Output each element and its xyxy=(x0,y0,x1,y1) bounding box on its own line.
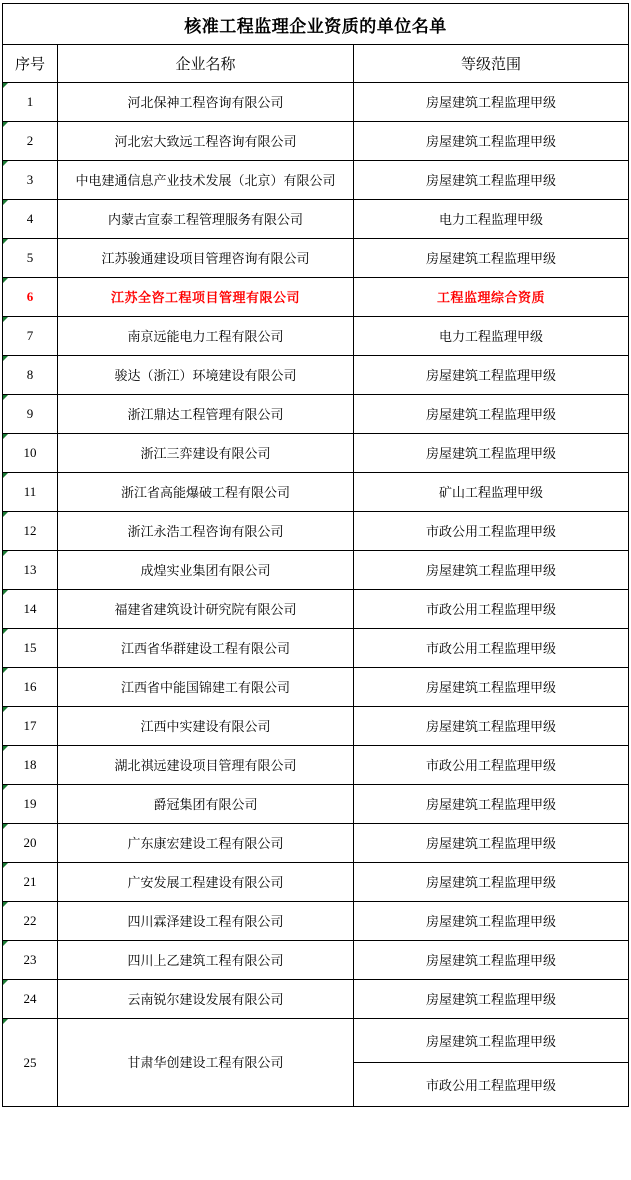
table-row xyxy=(3,239,629,278)
row-index-label: 10 xyxy=(23,445,37,460)
page-title: 核准工程监理企业资质的单位名单 xyxy=(3,4,629,45)
row-index-wrap xyxy=(3,200,57,238)
company-qualification-table xyxy=(2,3,629,1107)
row-index-cell xyxy=(3,473,58,512)
company-name-cell: 云南锐尔建设发展有限公司 xyxy=(58,980,354,1019)
row-index-label: 24 xyxy=(23,991,37,1006)
document-sheet xyxy=(0,3,631,1180)
row-index-wrap xyxy=(3,317,57,355)
row-index-cell xyxy=(3,1019,58,1107)
row-index-cell xyxy=(3,161,58,200)
comment-marker-icon xyxy=(3,746,8,751)
comment-marker-icon xyxy=(3,668,8,673)
comment-marker-icon xyxy=(3,902,8,907)
qualification-scope-cell: 市政公用工程监理甲级 xyxy=(354,590,629,629)
row-index-cell xyxy=(3,668,58,707)
row-index-cell xyxy=(3,512,58,551)
row-index-label: 20 xyxy=(23,835,37,850)
table-row xyxy=(3,161,629,200)
row-index-wrap xyxy=(3,668,57,706)
row-index-label: 6 xyxy=(26,289,34,304)
table-row xyxy=(3,980,629,1019)
row-index-label: 25 xyxy=(23,1054,37,1070)
row-index-wrap xyxy=(3,83,57,121)
company-name-cell: 内蒙古宣泰工程管理服务有限公司 xyxy=(58,200,354,239)
table-row xyxy=(3,512,629,551)
qualification-scope-cell: 电力工程监理甲级 xyxy=(354,200,629,239)
row-index-cell xyxy=(3,551,58,590)
row-index-cell xyxy=(3,785,58,824)
table-row xyxy=(3,551,629,590)
row-index-cell xyxy=(3,590,58,629)
row-index-wrap xyxy=(3,980,57,1018)
row-index-cell xyxy=(3,824,58,863)
company-name-cell: 爵冠集团有限公司 xyxy=(58,785,354,824)
qualification-scope-secondary: 市政公用工程监理甲级 xyxy=(426,1078,557,1093)
qualification-scope-cell: 房屋建筑工程监理甲级 xyxy=(354,161,629,200)
row-index-cell xyxy=(3,356,58,395)
row-index-cell xyxy=(3,200,58,239)
table-row xyxy=(3,83,629,122)
row-index-cell xyxy=(3,395,58,434)
column-header-scope: 等级范围 xyxy=(354,45,629,83)
company-name-cell: 骏达（浙江）环境建设有限公司 xyxy=(58,356,354,395)
company-name-cell: 中电建通信息产业技术发展（北京）有限公司 xyxy=(58,161,354,200)
table-row xyxy=(3,278,629,317)
comment-marker-icon xyxy=(3,1019,8,1024)
qualification-scope-cell: 房屋建筑工程监理甲级 xyxy=(354,83,629,122)
qualification-scope-cell: 房屋建筑工程监理甲级 xyxy=(354,356,629,395)
title-row xyxy=(3,4,629,45)
company-name-cell: 甘肃华创建设工程有限公司 xyxy=(58,1019,354,1107)
qualification-scope-cell: 房屋建筑工程监理甲级 xyxy=(354,980,629,1019)
comment-marker-icon xyxy=(3,278,8,283)
table-row xyxy=(3,824,629,863)
row-index-wrap xyxy=(3,395,57,433)
comment-marker-icon xyxy=(3,824,8,829)
company-name-cell: 河北保神工程咨询有限公司 xyxy=(58,83,354,122)
row-index-label: 21 xyxy=(23,874,37,889)
qualification-scope-cell: 市政公用工程监理甲级 xyxy=(354,629,629,668)
row-index-cell xyxy=(3,746,58,785)
row-index-label: 4 xyxy=(26,211,34,226)
row-index-wrap xyxy=(3,551,57,589)
row-index-wrap xyxy=(3,356,57,394)
row-index-wrap xyxy=(3,590,57,628)
table-row xyxy=(3,434,629,473)
table-row xyxy=(3,746,629,785)
company-name-cell: 浙江永浩工程咨询有限公司 xyxy=(58,512,354,551)
row-index-label: 14 xyxy=(23,601,37,616)
row-index-wrap xyxy=(3,1019,57,1106)
row-index-label: 13 xyxy=(23,562,37,577)
comment-marker-icon xyxy=(3,239,8,244)
qualification-scope-cell: 房屋建筑工程监理甲级 xyxy=(354,707,629,746)
company-name-cell: 江苏骏通建设项目管理咨询有限公司 xyxy=(58,239,354,278)
comment-marker-icon xyxy=(3,395,8,400)
comment-marker-icon xyxy=(3,590,8,595)
row-index-label: 9 xyxy=(26,406,34,421)
company-name-cell: 江西中实建设有限公司 xyxy=(58,707,354,746)
qualification-scope-cell: 房屋建筑工程监理甲级 xyxy=(354,434,629,473)
company-name-cell: 福建省建筑设计研究院有限公司 xyxy=(58,590,354,629)
row-index-wrap xyxy=(3,473,57,511)
row-index-wrap xyxy=(3,941,57,979)
qualification-scope-cell: 电力工程监理甲级 xyxy=(354,317,629,356)
qualification-scope-cell: 房屋建筑工程监理甲级 xyxy=(354,395,629,434)
qualification-scope-cell: 矿山工程监理甲级 xyxy=(354,473,629,512)
comment-marker-icon xyxy=(3,551,8,556)
company-name-cell: 四川上乙建筑工程有限公司 xyxy=(58,941,354,980)
row-index-label: 8 xyxy=(26,367,34,382)
row-index-cell xyxy=(3,629,58,668)
header-row xyxy=(3,45,629,83)
row-index-wrap xyxy=(3,863,57,901)
row-index-wrap xyxy=(3,434,57,472)
company-name-cell: 浙江三弈建设有限公司 xyxy=(58,434,354,473)
comment-marker-icon xyxy=(3,356,8,361)
comment-marker-icon xyxy=(3,473,8,478)
qualification-scope-cell: 市政公用工程监理甲级 xyxy=(354,746,629,785)
row-index-cell xyxy=(3,122,58,161)
row-index-cell xyxy=(3,863,58,902)
table-row xyxy=(3,122,629,161)
company-name-cell: 浙江省高能爆破工程有限公司 xyxy=(58,473,354,512)
comment-marker-icon xyxy=(3,122,8,127)
qualification-scope-cell: 房屋建筑工程监理甲级 xyxy=(354,668,629,707)
row-index-label: 2 xyxy=(26,133,34,148)
qualification-scope-primary: 房屋建筑工程监理甲级 xyxy=(354,1019,628,1063)
comment-marker-icon xyxy=(3,200,8,205)
row-index-label: 11 xyxy=(23,484,37,499)
comment-marker-icon xyxy=(3,941,8,946)
row-index-wrap xyxy=(3,707,57,745)
table-row xyxy=(3,590,629,629)
comment-marker-icon xyxy=(3,863,8,868)
qualification-scope-cell: 工程监理综合资质 xyxy=(354,278,629,317)
column-header-company: 企业名称 xyxy=(58,45,354,83)
company-name-cell: 江西省中能国锦建工有限公司 xyxy=(58,668,354,707)
row-index-label: 23 xyxy=(23,952,37,967)
row-index-wrap xyxy=(3,239,57,277)
company-name-cell: 四川霖泽建设工程有限公司 xyxy=(58,902,354,941)
row-index-wrap xyxy=(3,746,57,784)
qualification-scope-cell: 房屋建筑工程监理甲级 xyxy=(354,902,629,941)
comment-marker-icon xyxy=(3,629,8,634)
qualification-scope-cell: 房屋建筑工程监理甲级 xyxy=(354,863,629,902)
qualification-scope-cell: 市政公用工程监理甲级 xyxy=(354,512,629,551)
row-index-label: 12 xyxy=(23,523,37,538)
row-index-wrap xyxy=(3,122,57,160)
qualification-scope-cell: 房屋建筑工程监理甲级 xyxy=(354,824,629,863)
column-header-index: 序号 xyxy=(3,45,58,83)
company-name-cell: 广安发展工程建设有限公司 xyxy=(58,863,354,902)
comment-marker-icon xyxy=(3,161,8,166)
qualification-scope-cell: 房屋建筑工程监理甲级 xyxy=(354,941,629,980)
row-index-cell xyxy=(3,707,58,746)
row-index-label: 15 xyxy=(23,640,37,655)
company-name-cell: 湖北祺远建设项目管理有限公司 xyxy=(58,746,354,785)
row-index-label: 18 xyxy=(23,757,37,772)
row-index-wrap xyxy=(3,824,57,862)
table-row xyxy=(3,863,629,902)
comment-marker-icon xyxy=(3,512,8,517)
row-index-label: 17 xyxy=(23,718,37,733)
qualification-scope-cell: 房屋建筑工程监理甲级 xyxy=(354,785,629,824)
table-row xyxy=(3,941,629,980)
comment-marker-icon xyxy=(3,434,8,439)
table-row xyxy=(3,356,629,395)
qualification-scope-cell: 房屋建筑工程监理甲级 xyxy=(354,551,629,590)
company-name-cell: 江苏全咨工程项目管理有限公司 xyxy=(58,278,354,317)
row-index-label: 19 xyxy=(23,796,37,811)
qualification-scope-cell: 房屋建筑工程监理甲级 xyxy=(354,122,629,161)
company-name-cell: 成煌实业集团有限公司 xyxy=(58,551,354,590)
company-name-cell: 南京远能电力工程有限公司 xyxy=(58,317,354,356)
row-index-wrap xyxy=(3,161,57,199)
table-row xyxy=(3,473,629,512)
row-index-label: 1 xyxy=(26,94,34,109)
row-index-wrap xyxy=(3,902,57,940)
row-index-label: 22 xyxy=(23,913,37,928)
table-row xyxy=(3,1019,629,1107)
row-index-wrap xyxy=(3,629,57,667)
comment-marker-icon xyxy=(3,317,8,322)
row-index-cell xyxy=(3,980,58,1019)
row-index-cell xyxy=(3,317,58,356)
row-index-cell xyxy=(3,902,58,941)
comment-marker-icon xyxy=(3,785,8,790)
row-index-label: 7 xyxy=(26,328,34,343)
row-index-cell xyxy=(3,434,58,473)
qualification-scope-cell: 房屋建筑工程监理甲级 xyxy=(354,239,629,278)
row-index-wrap xyxy=(3,785,57,823)
table-row xyxy=(3,668,629,707)
row-index-label: 16 xyxy=(23,679,37,694)
row-index-label: 5 xyxy=(26,250,34,265)
company-name-cell: 广东康宏建设工程有限公司 xyxy=(58,824,354,863)
row-index-cell xyxy=(3,941,58,980)
table-row xyxy=(3,317,629,356)
row-index-label: 3 xyxy=(26,172,34,187)
row-index-cell xyxy=(3,278,58,317)
comment-marker-icon xyxy=(3,980,8,985)
comment-marker-icon xyxy=(3,83,8,88)
table-row xyxy=(3,629,629,668)
row-index-cell xyxy=(3,83,58,122)
table-row xyxy=(3,902,629,941)
table-row xyxy=(3,200,629,239)
company-name-cell: 江西省华群建设工程有限公司 xyxy=(58,629,354,668)
company-name-cell: 河北宏大致远工程咨询有限公司 xyxy=(58,122,354,161)
row-index-cell xyxy=(3,239,58,278)
table-row xyxy=(3,707,629,746)
comment-marker-icon xyxy=(3,707,8,712)
company-name-cell: 浙江鼎达工程管理有限公司 xyxy=(58,395,354,434)
row-index-wrap xyxy=(3,278,57,316)
table-row xyxy=(3,785,629,824)
row-index-wrap xyxy=(3,512,57,550)
qualification-scope-cell xyxy=(354,1019,629,1107)
table-row xyxy=(3,395,629,434)
